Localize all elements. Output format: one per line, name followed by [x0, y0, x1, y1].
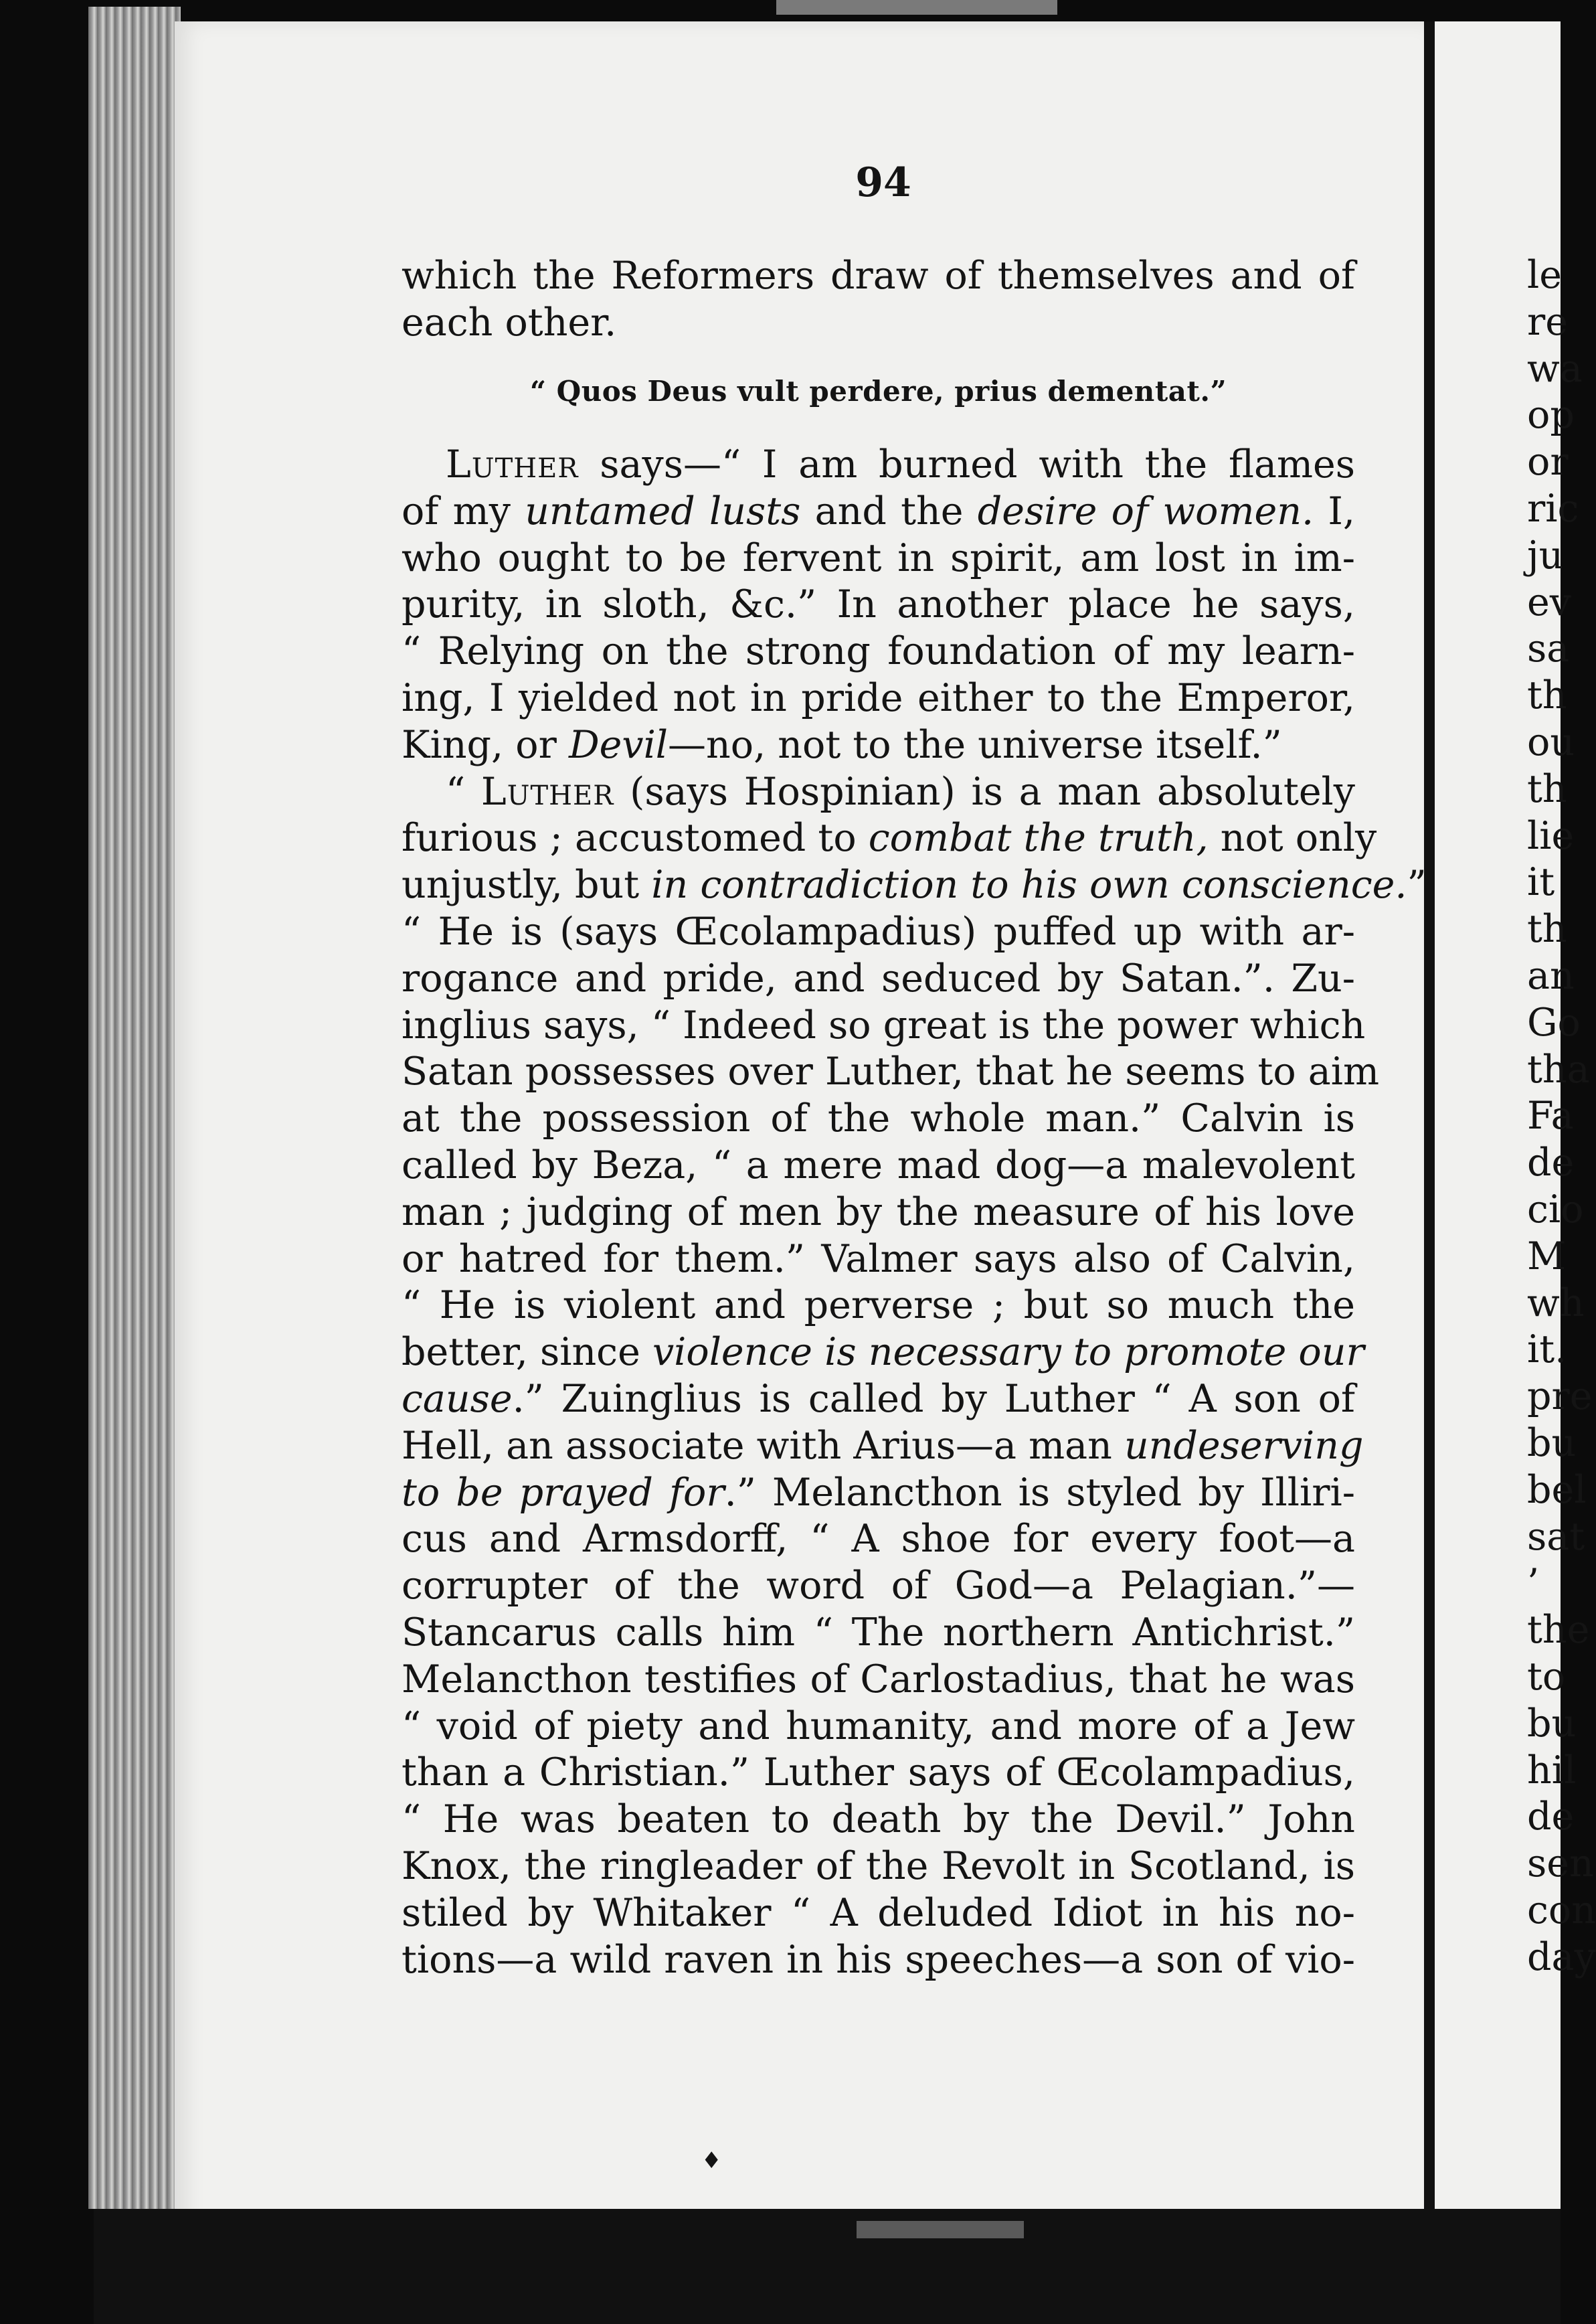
- text-run: furious ; accustomed to: [402, 816, 869, 861]
- facing-page-fragment: pre: [1527, 1374, 1593, 1419]
- facing-page-fragment: tha: [1527, 1047, 1590, 1092]
- text-line: [402, 862, 1427, 909]
- facing-page-fragment: lie: [1527, 813, 1575, 858]
- small-caps-name: Luther: [446, 442, 579, 487]
- text-run: King, or: [402, 722, 569, 767]
- facing-page-fragment: sat: [1527, 1514, 1585, 1559]
- text-run: .” Zuinglius is called by Luther “ A son of: [512, 1376, 1355, 1421]
- italic-run: Devil: [568, 722, 669, 767]
- facing-page-fragment: th: [1527, 673, 1567, 718]
- small-caps-name: Luther: [480, 769, 614, 814]
- text-run: and the: [800, 489, 978, 533]
- text-line: “ void of piety and humanity, and more of a Jew: [402, 1704, 1355, 1748]
- text-run: of my: [402, 489, 525, 533]
- printer-ornament-mark: ♦: [701, 2147, 722, 2174]
- facing-page-fragment: Go: [1527, 1000, 1581, 1045]
- facing-page-fragment: de: [1527, 1795, 1575, 1839]
- text-line: tions—a wild raven in his speeches—a son of vio-: [402, 1937, 1355, 1982]
- facing-page-fragment: M: [1527, 1234, 1567, 1278]
- text-run: (says Hospinian) is a man absolutely: [614, 769, 1355, 814]
- facing-page-fragment: ric: [1527, 487, 1579, 531]
- text-line: [402, 815, 1377, 862]
- italic-run: to be prayed for: [402, 1470, 725, 1515]
- text-line: than a Christian.” Luther says of Œcolampadius,: [402, 1750, 1355, 1795]
- text-line: man ; judging of men by the measure of his love: [402, 1189, 1355, 1234]
- facing-page-fragment: th: [1527, 907, 1567, 952]
- text-line: inglius says, “ Indeed so great is the power which: [402, 1003, 1366, 1048]
- text-run: not only: [1208, 816, 1377, 861]
- text-line: who ought to be fervent in spirit, am lost in im-: [402, 535, 1355, 580]
- text-line: rogance and pride, and seduced by Satan.”. Zu-: [402, 956, 1355, 1001]
- facing-page-fragment: it.: [1527, 1327, 1567, 1372]
- text-run: says—“ I am burned with the flames: [578, 442, 1355, 487]
- facing-page-fragment: con: [1527, 1888, 1596, 1932]
- text-line: called by Beza, “ a mere mad dog—a malevolent: [402, 1143, 1355, 1187]
- text-run: .” Melancthon is styled by Illiri-: [724, 1470, 1355, 1515]
- text-line: corrupter of the word of God—a Pelagian.”—: [402, 1564, 1355, 1608]
- italic-run: desire of women.: [977, 489, 1314, 533]
- facing-page-fragment: it: [1527, 860, 1555, 905]
- text-line: [402, 769, 1355, 816]
- bottom-page-edge: [857, 2221, 1024, 2238]
- facing-page-fragment: cio: [1527, 1187, 1584, 1232]
- text-line: [402, 1376, 1355, 1423]
- facing-page-fragment: re: [1527, 299, 1568, 344]
- facing-page-fragment: bel: [1527, 1467, 1587, 1512]
- text-line: each other.: [402, 300, 617, 345]
- text-line: [402, 489, 1355, 535]
- italic-run: in contradiction to his own conscience.: [651, 863, 1407, 908]
- text-run: unjustly, but: [402, 863, 652, 908]
- text-line: Knox, the ringleader of the Revolt in Scotland, is: [402, 1843, 1355, 1888]
- text-line: or hatred for them.” Valmer says also of Calvin,: [402, 1236, 1355, 1281]
- text-line: at the possession of the whole man.” Calvin is: [402, 1096, 1355, 1141]
- facing-page-fragment: bu: [1527, 1701, 1577, 1746]
- top-page-edge: [776, 0, 1057, 15]
- facing-page-fragment: wh: [1527, 1280, 1585, 1325]
- text-line: [402, 1329, 1364, 1376]
- intro-paragraph: [402, 253, 1355, 347]
- italic-run: undeserving: [1124, 1423, 1364, 1468]
- facing-page-fragment: or: [1527, 440, 1569, 485]
- facing-page-fragment: an: [1527, 954, 1575, 998]
- text-run: “: [446, 769, 481, 814]
- facing-page-fragment: th: [1527, 766, 1567, 811]
- book-gutter: [1424, 21, 1435, 2230]
- italic-run: combat the truth,: [868, 816, 1209, 861]
- text-line: [402, 1470, 1355, 1517]
- text-line: “ He was beaten to death by the Devil.” John: [402, 1797, 1355, 1842]
- body-paragraphs: [402, 442, 1427, 1983]
- bottom-shadow: [94, 2209, 1561, 2324]
- facing-page-fragment: de: [1527, 1141, 1575, 1185]
- text-line: purity, in sloth, &c.” In another place he says,: [402, 582, 1355, 627]
- facing-page-fragment: bu: [1527, 1421, 1577, 1465]
- text-line: [402, 722, 1355, 769]
- text-line: Stancarus calls him “ The northern Antichrist.”: [402, 1610, 1355, 1655]
- text-line: [402, 1423, 1364, 1470]
- text-line: ing, I yielded not in pride either to the Emperor,: [402, 675, 1355, 720]
- facing-page-fragment: hil: [1527, 1748, 1577, 1793]
- text-line: [402, 442, 1355, 489]
- text-line: Satan possesses over Luther, that he seems to aim: [402, 1050, 1380, 1094]
- facing-page-fragment: sen: [1527, 1841, 1594, 1886]
- facing-page-fragment: ou: [1527, 720, 1575, 764]
- italic-run: cause: [402, 1376, 513, 1421]
- facing-page-fragment: le: [1527, 253, 1562, 297]
- text-line: Melancthon testifies of Carlostadius, that he was: [402, 1657, 1355, 1702]
- italic-run: violence is necessary to promote our: [652, 1330, 1364, 1375]
- text-line: “ Relying on the strong foundation of my learn-: [402, 629, 1355, 674]
- text-run: Hell, an associate with Arius—a man: [402, 1423, 1124, 1468]
- text-run: ”: [1407, 863, 1427, 908]
- text-run: —no, not to the universe itself.”: [668, 722, 1282, 767]
- text-line: stiled by Whitaker “ A deluded Idiot in his no-: [402, 1890, 1355, 1935]
- facing-page-fragment: the: [1527, 1608, 1590, 1653]
- facing-page-fragment: to: [1527, 1655, 1566, 1699]
- latin-motto: “ Quos Deus vult perdere, prius dementat.”: [529, 375, 1227, 408]
- text-line: which the Reformers draw of themselves and of: [402, 254, 1355, 298]
- text-line: cus and Armsdorff, “ A shoe for every foot—a: [402, 1517, 1355, 1562]
- text-line: “ He is violent and perverse ; but so much the: [402, 1283, 1355, 1328]
- facing-page-fragment: sa: [1527, 627, 1570, 671]
- text-run: I,: [1314, 489, 1355, 533]
- facing-page-fragment: ju: [1527, 533, 1564, 578]
- facing-page-fragment: ’: [1527, 1561, 1540, 1606]
- facing-page-fragment: day: [1527, 1934, 1596, 1979]
- text-line: “ He is (says Œcolampadius) puffed up with ar-: [402, 909, 1355, 954]
- facing-page-fragment: op: [1527, 393, 1575, 438]
- italic-run: untamed lusts: [525, 489, 801, 533]
- text-run: better, since: [402, 1330, 652, 1375]
- page-number: 94: [855, 159, 911, 206]
- facing-page-fragment: Fa: [1527, 1094, 1574, 1139]
- facing-page-fragment: ev: [1527, 580, 1571, 625]
- facing-page-fragment: wa: [1527, 346, 1583, 391]
- page-stack-edge: [88, 7, 181, 2209]
